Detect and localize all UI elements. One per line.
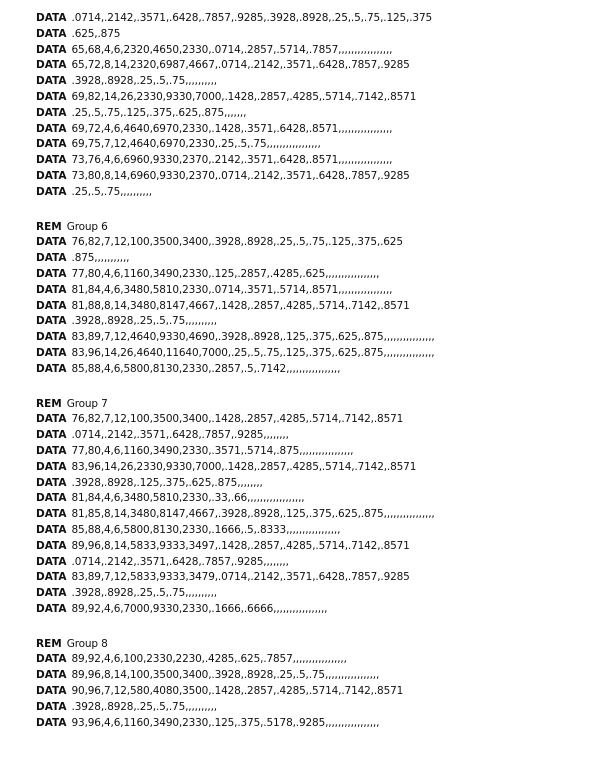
statement-keyword: DATA — [36, 523, 67, 536]
data-values: .3928,.8928,.25,.5,.75,,,,,,,,,, — [71, 587, 217, 600]
data-line — [36, 122, 592, 138]
statement-keyword: DATA — [36, 685, 67, 698]
statement-keyword: DATA — [36, 653, 67, 666]
data-values: .3928,.8928,.125,.375,.625,.875,,,,,,,, — [71, 476, 263, 489]
statement-keyword: DATA — [36, 122, 67, 135]
statement-keyword: DATA — [36, 138, 67, 151]
data-line — [36, 602, 592, 618]
statement-keyword: REM — [36, 220, 62, 233]
data-values: 77,80,4,6,1160,3490,2330,.3571,.5714,.875,,,,,,,,,,,,,,,,, — [71, 444, 354, 457]
data-line — [36, 444, 592, 460]
statement-keyword: DATA — [36, 413, 67, 426]
data-line — [36, 507, 592, 523]
data-values: 69,72,4,6,4640,6970,2330,.1428,.3571,.6428,.8571,,,,,,,,,,,,,,,,, — [71, 122, 393, 135]
data-values: 77,80,4,6,1160,3490,2330,.125,.2857,.4285,.625,,,,,,,,,,,,,,,,, — [71, 267, 380, 280]
data-values: 89,92,4,6,100,2330,2230,.4285,.625,.7857,,,,,,,,,,,,,,,,, — [71, 653, 347, 666]
data-line — [36, 460, 592, 476]
data-line — [36, 27, 592, 43]
data-values: 89,92,4,6,7000,9330,2330,.1666,.6666,,,,,,,,,,,,,,,,, — [71, 602, 328, 615]
statement-keyword: DATA — [36, 267, 67, 280]
statement-keyword: DATA — [36, 75, 67, 88]
data-values: 83,96,14,26,2330,9330,7000,.1428,.2857,.4285,.5714,.7142,.8571 — [71, 460, 417, 473]
statement-keyword: REM — [36, 637, 62, 650]
data-values: 93,96,4,6,1160,3490,2330,.125,.375,.5178,.9285,,,,,,,,,,,,,,,,, — [71, 716, 380, 729]
statement-keyword: DATA — [36, 602, 67, 615]
data-line — [36, 555, 592, 571]
data-values: .0714,.2142,.3571,.6428,.7857,.9285,.3928,.8928,.25,.5,.75,.125,.375 — [71, 12, 433, 24]
data-line — [36, 412, 592, 428]
comment-text: Group 8 — [66, 637, 108, 650]
data-line — [36, 428, 592, 444]
data-line — [36, 586, 592, 602]
data-line — [36, 11, 592, 27]
data-values: 73,80,8,14,6960,9330,2370,.0714,.2142,.3571,.6428,.7857,.9285 — [71, 169, 410, 182]
statement-keyword: REM — [36, 397, 62, 410]
data-line — [36, 314, 592, 330]
data-values: 81,84,4,6,3480,5810,2330,.33,.66,,,,,,,,,,,,,,,,,, — [71, 492, 305, 505]
data-line — [36, 476, 592, 492]
data-values: 81,84,4,6,3480,5810,2330,.0714,.3571,.5714,.8571,,,,,,,,,,,,,,,,, — [71, 283, 393, 296]
rem-line — [36, 220, 592, 236]
data-values: 73,76,4,6,6960,9330,2370,.2142,.3571,.6428,.8571,,,,,,,,,,,,,,,,, — [71, 154, 393, 167]
data-values: .625,.875 — [71, 27, 121, 40]
code-block — [36, 220, 592, 378]
data-values: 90,96,7,12,580,4080,3500,.1428,.2857,.4285,.5714,.7142,.8571 — [71, 685, 404, 698]
statement-keyword: DATA — [36, 315, 67, 328]
data-line — [36, 251, 592, 267]
data-values: 85,88,4,6,5800,8130,2330,.2857,.5,.7142,,,,,,,,,,,,,,,,, — [71, 362, 341, 375]
data-values: 89,96,8,14,5833,9333,3497,.1428,.2857,.4285,.5714,.7142,.8571 — [71, 539, 410, 552]
data-line — [36, 58, 592, 74]
data-line — [36, 346, 592, 362]
code-block — [36, 397, 592, 618]
data-values: 81,88,8,14,3480,8147,4667,.1428,.2857,.4285,.5714,.7142,.8571 — [71, 299, 410, 312]
data-line — [36, 362, 592, 378]
data-values: 65,68,4,6,2320,4650,2330,.0714,.2857,.5714,.7857,,,,,,,,,,,,,,,,, — [71, 43, 393, 56]
statement-keyword: DATA — [36, 460, 67, 473]
code-block — [36, 637, 592, 732]
comment-text: Group 6 — [66, 220, 108, 233]
statement-keyword: DATA — [36, 106, 67, 119]
statement-keyword: DATA — [36, 476, 67, 489]
rem-line — [36, 397, 592, 413]
data-line — [36, 570, 592, 586]
data-values: .0714,.2142,.3571,.6428,.7857,.9285,,,,,,,, — [71, 555, 289, 568]
statement-keyword: DATA — [36, 331, 67, 344]
data-line — [36, 267, 592, 283]
data-line — [36, 668, 592, 684]
statement-keyword: DATA — [36, 59, 67, 72]
data-values: .3928,.8928,.25,.5,.75,,,,,,,,,, — [71, 315, 217, 328]
data-line — [36, 43, 592, 59]
data-values: 76,82,7,12,100,3500,3400,.3928,.8928,.25,.5,.75,.125,.375,.625 — [71, 236, 403, 249]
data-values: .0714,.2142,.3571,.6428,.7857,.9285,,,,,,,, — [71, 429, 289, 442]
data-line — [36, 74, 592, 90]
data-line — [36, 539, 592, 555]
statement-keyword: DATA — [36, 236, 67, 249]
statement-keyword: DATA — [36, 555, 67, 568]
statement-keyword: DATA — [36, 716, 67, 729]
data-values: 65,72,8,14,2320,6987,4667,.0714,.2142,.3571,.6428,.7857,.9285 — [71, 59, 410, 72]
statement-keyword: DATA — [36, 492, 67, 505]
data-line — [36, 283, 592, 299]
data-line — [36, 652, 592, 668]
data-values: 69,75,7,12,4640,6970,2330,.25,.5,.75,,,,,,,,,,,,,,,,, — [71, 138, 321, 151]
statement-keyword: DATA — [36, 539, 67, 552]
data-line — [36, 90, 592, 106]
data-line — [36, 153, 592, 169]
statement-keyword: DATA — [36, 669, 67, 682]
statement-keyword: DATA — [36, 185, 67, 198]
statement-keyword: DATA — [36, 27, 67, 40]
data-values: 76,82,7,12,100,3500,3400,.1428,.2857,.4285,.5714,.7142,.8571 — [71, 413, 404, 426]
statement-keyword: DATA — [36, 587, 67, 600]
statement-keyword: DATA — [36, 154, 67, 167]
statement-keyword: DATA — [36, 700, 67, 713]
basic-data-listing — [36, 11, 592, 750]
data-line — [36, 106, 592, 122]
data-line — [36, 330, 592, 346]
statement-keyword: DATA — [36, 571, 67, 584]
data-values: 83,89,7,12,5833,9333,3479,.0714,.2142,.3571,.6428,.7857,.9285 — [71, 571, 410, 584]
data-values: .875,,,,,,,,,,, — [71, 252, 130, 265]
data-values: 81,85,8,14,3480,8147,4667,.3928,.8928,.125,.375,.625,.875,,,,,,,,,,,,,,,, — [71, 508, 435, 521]
data-line — [36, 491, 592, 507]
statement-keyword: DATA — [36, 169, 67, 182]
data-values: 83,89,7,12,4640,9330,4690,.3928,.8928,.125,.375,.625,.875,,,,,,,,,,,,,,,, — [71, 331, 435, 344]
statement-keyword: DATA — [36, 12, 67, 24]
comment-text: Group 7 — [66, 397, 108, 410]
data-values: 89,96,8,14,100,3500,3400,.3928,.8928,.25,.5,.75,,,,,,,,,,,,,,,,, — [71, 669, 380, 682]
statement-keyword: DATA — [36, 283, 67, 296]
data-line — [36, 137, 592, 153]
data-line — [36, 299, 592, 315]
data-line — [36, 235, 592, 251]
data-values: 85,88,4,6,5800,8130,2330,.1666,.5,.8333,,,,,,,,,,,,,,,,, — [71, 523, 341, 536]
data-values: .3928,.8928,.25,.5,.75,,,,,,,,,, — [71, 75, 217, 88]
code-block — [36, 11, 592, 201]
data-values: 83,96,14,26,4640,11640,7000,.25,.5,.75,.125,.375,.625,.875,,,,,,,,,,,,,,,, — [71, 346, 435, 359]
data-line — [36, 684, 592, 700]
statement-keyword: DATA — [36, 508, 67, 521]
data-line — [36, 523, 592, 539]
rem-line — [36, 637, 592, 653]
statement-keyword: DATA — [36, 252, 67, 265]
data-line — [36, 716, 592, 732]
statement-keyword: DATA — [36, 444, 67, 457]
statement-keyword: DATA — [36, 299, 67, 312]
data-line — [36, 700, 592, 716]
data-values: .25,.5,.75,.125,.375,.625,.875,,,,,,, — [71, 106, 247, 119]
data-line — [36, 169, 592, 185]
statement-keyword: DATA — [36, 346, 67, 359]
data-line — [36, 185, 592, 201]
data-values: .3928,.8928,.25,.5,.75,,,,,,,,,, — [71, 700, 217, 713]
statement-keyword: DATA — [36, 429, 67, 442]
statement-keyword: DATA — [36, 362, 67, 375]
data-values: .25,.5,.75,,,,,,,,,, — [71, 185, 152, 198]
statement-keyword: DATA — [36, 90, 67, 103]
statement-keyword: DATA — [36, 43, 67, 56]
data-values: 69,82,14,26,2330,9330,7000,.1428,.2857,.4285,.5714,.7142,.8571 — [71, 90, 417, 103]
